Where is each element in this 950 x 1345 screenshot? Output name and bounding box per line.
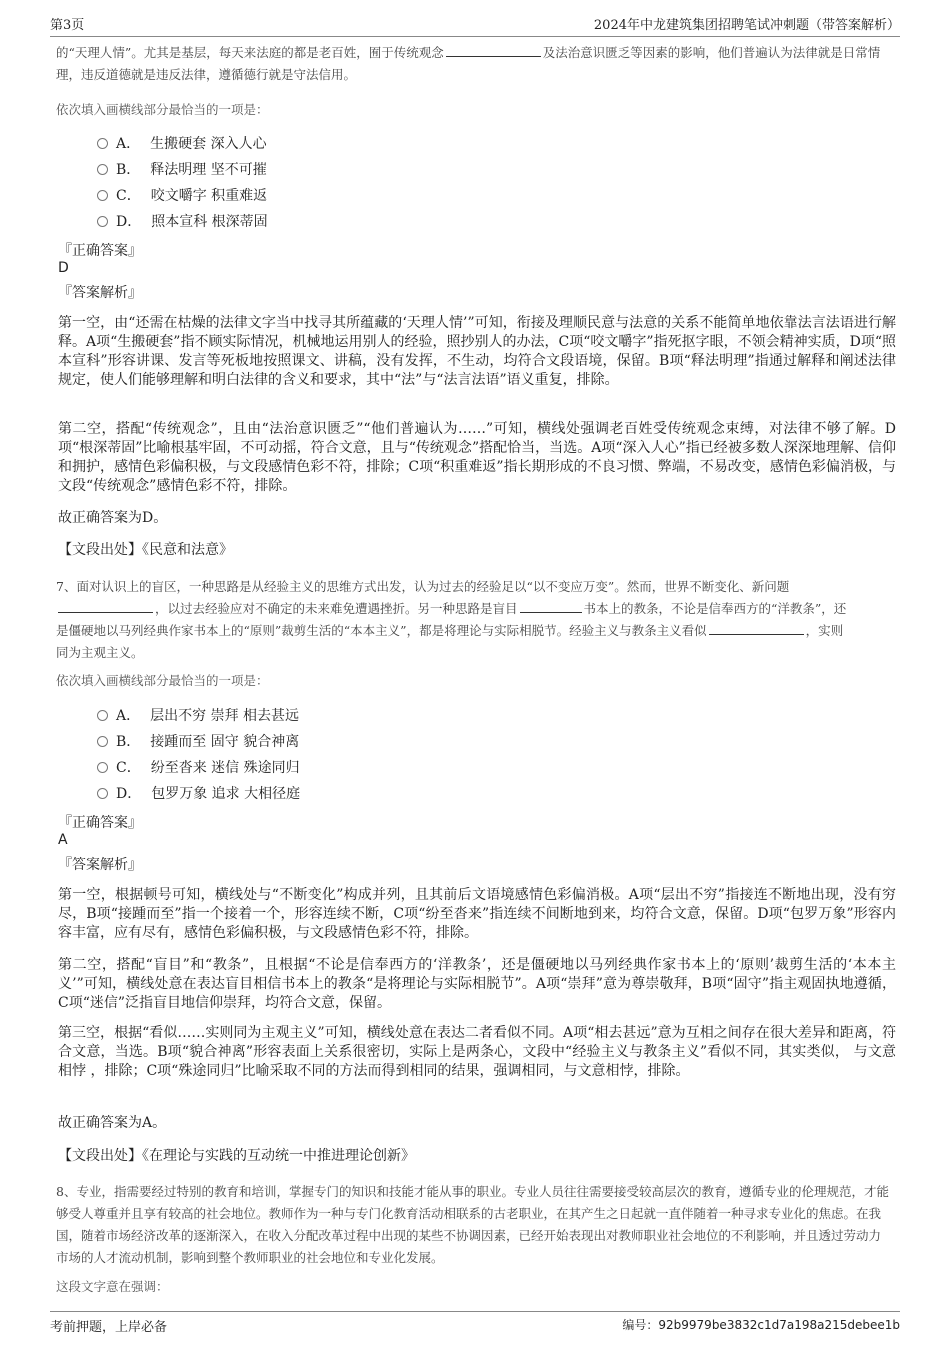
q6-option-b[interactable]: B． 释法明理 坚不可摧 <box>97 160 267 180</box>
q7-option-b[interactable]: B． 接踵而至 固守 貌合神离 <box>97 732 299 752</box>
q6-option-c[interactable]: C． 咬文嚼字 积重难返 <box>97 186 267 206</box>
q7-line4: 同为主观主义。 <box>56 645 144 660</box>
page-number: 第3页 <box>50 18 85 33</box>
q7-option-d[interactable]: D． 包罗万象 追求 大相径庭 <box>97 784 300 804</box>
q6-instruction: 依次填入画横线部分最恰当的一项是： <box>56 102 269 117</box>
q7-option-a[interactable]: A． 层出不穷 崇拜 相去甚远 <box>97 706 299 726</box>
radio-icon[interactable] <box>97 710 108 721</box>
q7-line2: ，以过去经验应对不确定的未来难免遭遇挫折。另一种思路是盲目 书本上的教条，不论是信奉西方的“洋教条”，还 <box>56 598 891 620</box>
q7-instruction: 依次填入画横线部分最恰当的一项是： <box>56 673 269 688</box>
q7-option-c[interactable]: C． 纷至沓来 迷信 殊途同归 <box>97 758 300 778</box>
q8-passage: 8、专业，指需要经过特别的教育和培训，掌握专门的知识和技能才能从事的职业。专业人员往往需要接受较高层次的教育，遵循专业的伦理规范，才能够受人尊重并且享有较高的社会地位。教师作为一种与专门化教育活动相联系的古老职业，在其产生之日起就一直伴随着一种寻求专业化的焦虑。在我国，随着市场经济改革的逐渐深入，在收入分配改革过程中出现的某些不协调因素，已经开始表现出对教师职业社会地位的不利影响，并且透过劳动力市场的人才流动机制，影响到整个教师职业的社会地位和专业化发展。 <box>56 1184 889 1265</box>
q6-answer: D <box>58 260 69 276</box>
q7-conclusion: 故正确答案为A。 <box>58 1115 167 1131</box>
q7-passage <box>56 576 891 664</box>
q7-analysis-p3: 第三空，根据“看似……实则同为主观主义”可知，横线处意在表达二者看似不同。A项“相去甚远”意为互相之间存在很大差异和距离，符合文意，当选。B项“貌合神离”形容表面上关系很密切，实际上是两条心，文段中“经验主义与教条主义”看似不同，其实类似， 与文意相悖 ，排除；C项“殊途同归”比喻采取不同的方法而得到相同的结果，强调相同，与文意相悖，排除。 <box>58 1025 896 1079</box>
radio-icon[interactable] <box>97 216 108 227</box>
footer-slogan: 考前押题，上岸必备 <box>50 1320 168 1335</box>
q6-option-a[interactable]: A． 生搬硬套 深入人心 <box>97 134 267 154</box>
radio-icon[interactable] <box>97 190 108 201</box>
q7-source: 【文段出处】《在理论与实践的互动统一中推进理论创新》 <box>58 1148 415 1164</box>
q7-answer-label: 『正确答案』 <box>58 815 142 831</box>
document-title: 2024年中龙建筑集团招聘笔试冲刺题（带答案解析） <box>593 18 900 33</box>
q6-analysis-label: 『答案解析』 <box>58 285 142 301</box>
q6-analysis-p1: 第一空，由“还需在枯燥的法律文字当中找寻其所蕴藏的‘天理人情’”可知，衔接及理顺民意与法意的关系不能简单地依靠法言法语进行解释。A项“生搬硬套”指不顾实际情况，机械地运用别人的经验，照抄别人的办法，C项“咬文嚼字”指死抠字眼，不领会精神实质，D项“照本宣科”形容讲课、发言等死板地按照课文、讲稿，没有发挥，不生动，均符合文段语境，保留。B项“释法明理”指通过解释和阐述法律规定，使人们能够理解和明白法律的含义和要求，其中“法”与“法言法语”语义重复，排除。 <box>58 315 896 388</box>
radio-icon[interactable] <box>97 762 108 773</box>
radio-icon[interactable] <box>97 138 108 149</box>
q6-passage-part2: 及法治意识匮乏等因素的影响，他们普遍认为法律就是日常情理，违反道德就是违反法律，遵循德行就是守法信用。 <box>56 45 881 82</box>
page-footer <box>50 1311 900 1337</box>
q6-source: 【文段出处】《民意和法意》 <box>58 542 233 558</box>
radio-icon[interactable] <box>97 736 108 747</box>
q8-instruction: 这段文字意在强调： <box>56 1279 169 1294</box>
q7-analysis-label: 『答案解析』 <box>58 857 142 873</box>
q7-answer: A <box>58 832 68 848</box>
q6-passage-part1: 的“天理人情”。尤其是基层，每天来法庭的都是老百姓，囿于传统观念 <box>56 45 444 60</box>
q7-analysis-p1: 第一空，根据顿号可知，横线处与“不断变化”构成并列，且其前后文语境感情色彩偏消极。A项“层出不穷”指接连不断地出现，没有穷尽，B项“接踵而至”指一个接着一个，形容连续不断，C项“纷至沓来”指连续不间断地到来，均符合文意，保留。D项“包罗万象”形容内容丰富，应有尽有，感情色彩偏积极，与文段感情色彩不符，排除。 <box>58 887 896 941</box>
page-header <box>50 14 900 37</box>
radio-icon[interactable] <box>97 164 108 175</box>
document-id: 编号：92b9979be3832c1d7a198a215debee1b <box>622 1318 900 1332</box>
q7-analysis-p2: 第二空，搭配“盲目”和“教条”，且根据“不论是信奉西方的‘洋教条’，还是僵硬地以马列经典作家书本上的‘原则’裁剪生活的‘本本主义’”可知，横线处意在表达盲目相信书本上的教条“是将理论与实际相脱节”。A项“崇拜”意为尊崇敬拜，B项“固守”指主观固执地遵循，C项“迷信”泛指盲目地信仰崇拜，均符合文意，保留。 <box>58 957 896 1011</box>
q7-line3: 是僵硬地以马列经典作家书本上的“原则”裁剪生活的“本本主义”，都是将理论与实际相脱节。经验主义与教条主义看似 ，实则 <box>56 623 844 638</box>
radio-icon[interactable] <box>97 788 108 799</box>
q7-line1: 7、面对认识上的盲区，一种思路是从经验主义的思维方式出发，认为过去的经验足以“以不变应万变”。然而，世界不断变化、新问题 <box>56 579 790 594</box>
q7-blank-1 <box>58 600 153 613</box>
q6-answer-label: 『正确答案』 <box>58 243 142 259</box>
q7-blank-3 <box>709 622 804 635</box>
q6-analysis-p2: 第二空，搭配“传统观念”，且由“法治意识匮乏”“他们普遍认为……”可知，横线处强调老百姓受传统观念束缚，对法律不够了解。D项“根深蒂固”比喻根基牢固，不可动摇，符合文意，且与“传统观念”搭配恰当，当选。A项“深入人心”指已经被多数人深深地理解、信仰和拥护，感情色彩偏积极，与文段感情色彩不符，排除；C项“积重难返”指长期形成的不良习惯、弊端，不易改变，感情色彩偏消极，与文段“传统观念”感情色彩不符，排除。 <box>58 421 896 494</box>
q6-passage <box>56 42 891 86</box>
q6-conclusion: 故正确答案为D。 <box>58 510 168 526</box>
q6-blank <box>446 44 541 57</box>
q7-blank-2 <box>520 600 582 613</box>
q6-option-d[interactable]: D． 照本宣科 根深蒂固 <box>97 212 268 232</box>
